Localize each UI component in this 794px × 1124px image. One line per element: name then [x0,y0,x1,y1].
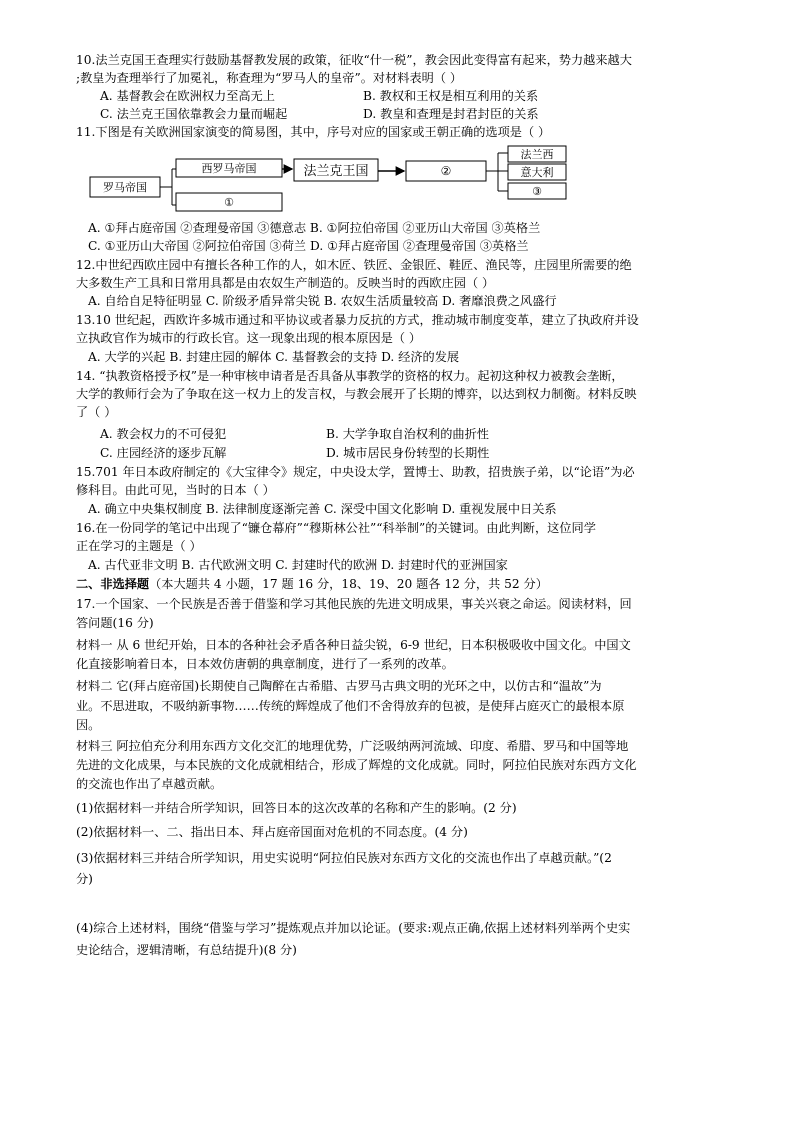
q13-stem-line1: 13.10 世纪起，西欧许多城市通过和平协议或者暴力反抗的方式，推动城市制度变革，建立了执政府并设 [76,313,639,327]
diagram-label-one: ① [224,196,234,209]
q12-stem-line1: 12.中世纪西欧庄园中有擅长各种工作的人，如木匠、铁匠、金银匠、鞋匠、渔民等，庄园里所需要的绝 [76,258,632,272]
q17-part3-line2: 分) [76,872,93,886]
q11-stem: 11.下图是有关欧洲国家演变的简易图，其中，序号对应的国家或王朝正确的选项是（ ） [76,125,551,139]
material3-line3: 的交流也作出了卓越贡献。 [76,777,223,791]
q15-stem-line1: 15.701 年日本政府制定的《大宝律令》规定，中央设太学，置博士、助教，招贵族子弟，以“论语”为必 [76,465,635,479]
q14-stem-line3: 了（ ） [76,405,117,419]
q14-option-a: A. 教会权力的不可侵犯 [100,427,227,441]
material1-line2: 化直接影响着日本，日本效仿唐朝的典章制度，进行了一系列的改革。 [76,657,454,671]
diagram-label-frank: 法兰克王国 [303,164,369,179]
q10-stem-line2: ;教皇为查理举行了加冕礼，称查理为“罗马人的皇帝”。对材料表明（ ） [76,71,463,85]
diagram-label-france: 法兰西 [520,148,554,161]
q16-stem-line1: 16.在一份同学的笔记中出现了“镰仓幕府”“穆斯林公社”“科举制”的关键词。由此判断，这位同学 [76,521,596,535]
material2-line2: 业。不思进取，不吸纳新事物……传统的辉煌成了他们不舍得放弃的包被，是使拜占庭灭亡的最根本原 [76,699,625,713]
q14-stem-line2: 大学的教师行会为了争取在这一权力上的发言权，与教会展开了长期的博弈，以达到权力制衡。材料反映 [76,387,637,401]
section2-heading [76,575,548,593]
section2-desc: （本大题共 4 小题，17 题 16 分，18、19、20 题各 12 分，共 52 分） [149,577,548,591]
q10-option-a: A. 基督教会在欧洲权力至高无上 [100,89,275,103]
material2-line3: 因。 [76,718,101,732]
q16-options: A. 古代亚非文明 B. 古代欧洲文明 C. 封建时代的欧洲 D. 封建时代的亚洲国家 [88,558,508,572]
q12-options: A. 自给自足特征明显 C. 阶级矛盾异常尖锐 B. 农奴生活质量较高 D. 奢靡浪费之风盛行 [88,294,557,308]
section2-title: 二、非选择题 [76,577,150,591]
q17-part1: (1)依据材料一并结合所学知识，回答日本的这次改革的名称和产生的影响。(2 分) [76,801,517,815]
europe-evolution-diagram [88,143,578,215]
q13-options: A. 大学的兴起 B. 封建庄园的解体 C. 基督教会的支持 D. 经济的发展 [88,350,460,364]
q17-part4-line1: (4)综合上述材料，围绕“借鉴与学习”提炼观点并加以论证。(要求:观点正确,依据上述材料列举两个史实 [76,921,631,935]
diagram-label-italy: 意大利 [520,166,554,179]
q10-stem-line1: 10.法兰克国王查理实行鼓励基督教发展的政策，征收“什一税”，教会因此变得富有起来，势力越来越大 [76,53,632,67]
q15-options: A. 确立中央集权制度 B. 法律制度逐渐完善 C. 深受中国文化影响 D. 重视发展中日关系 [88,502,557,516]
material3-line1: 材料三 阿拉伯充分利用东西方文化交汇的地理优势，广泛吸纳两河流域、印度、希腊、罗马和中国等地 [76,739,629,753]
q10-option-b: B. 教权和王权是相互利用的关系 [363,89,539,103]
q17-stem-line1: 17.一个国家、一个民族是否善于借鉴和学习其他民族的先进文明成果，事关兴衰之命运。阅读材料，回 [76,597,632,611]
q14-option-c: C. 庄园经济的逐步瓦解 [100,446,227,460]
diagram-label-west-rome: 西罗马帝国 [201,162,257,175]
q14-option-d: D. 城市居民身份转型的长期性 [326,446,490,460]
q17-part3-line1: (3)依据材料三并结合所学知识，用史实说明“阿拉伯民族对东西方文化的交流也作出了卓越贡献。”(2 [76,851,612,865]
diagram-label-three: ③ [532,185,542,198]
material2-line1: 材料二 它(拜占庭帝国)长期使自己陶醉在古希腊、古罗马古典文明的光环之中，以仿古和“温故”为 [76,679,602,693]
q14-option-b: B. 大学争取自治权利的曲折性 [326,427,489,441]
diagram-label-two: ② [440,164,452,178]
diagram-label-rome: 罗马帝国 [103,181,147,194]
q14-stem-line1: 14. “执教资格授予权”是一种审核申请者是否具备从事教学的资格的权力。起初这种权力被教会垄断， [76,369,624,383]
q15-stem-line2: 修科目。由此可见，当时的日本（ ） [76,483,275,497]
material3-line2: 先进的文化成果，与本民族的文化成就相结合，形成了辉煌的文化成就。同时，阿拉伯民族对东西方文化 [76,758,637,772]
q10-option-c: C. 法兰克王国依靠教会力量而崛起 [100,107,288,121]
q11-options-line2: C. ①亚历山大帝国 ②阿拉伯帝国 ③荷兰 D. ①拜占庭帝国 ②查理曼帝国 ③英格兰 [88,239,529,253]
material1-line1: 材料一 从 6 世纪开始，日本的各种社会矛盾各种日益尖锐，6-9 世纪，日本积极吸收中国文化。中国文 [76,638,631,652]
q17-part2: (2)依据材料一、二、指出日本、拜占庭帝国面对危机的不同态度。(4 分) [76,825,468,839]
q11-options-line1: A. ①拜占庭帝国 ②查理曼帝国 ③德意志 B. ①阿拉伯帝国 ②亚历山大帝国 ③英格兰 [88,221,541,235]
q17-part4-line2: 史论结合，逻辑清晰，有总结提升)(8 分) [76,943,297,957]
q17-stem-line2: 答问题(16 分) [76,616,154,630]
q13-stem-line2: 立执政官作为城市的行政长官。这一现象出现的根本原因是（ ） [76,331,422,345]
q12-stem-line2: 大多数生产工具和日常用具都是由农奴生产制造的。反映当时的西欧庄园（ ） [76,276,495,290]
q10-option-d: D. 教皇和查理是封君封臣的关系 [363,107,539,121]
q16-stem-line2: 正在学习的主题是（ ） [76,539,202,553]
